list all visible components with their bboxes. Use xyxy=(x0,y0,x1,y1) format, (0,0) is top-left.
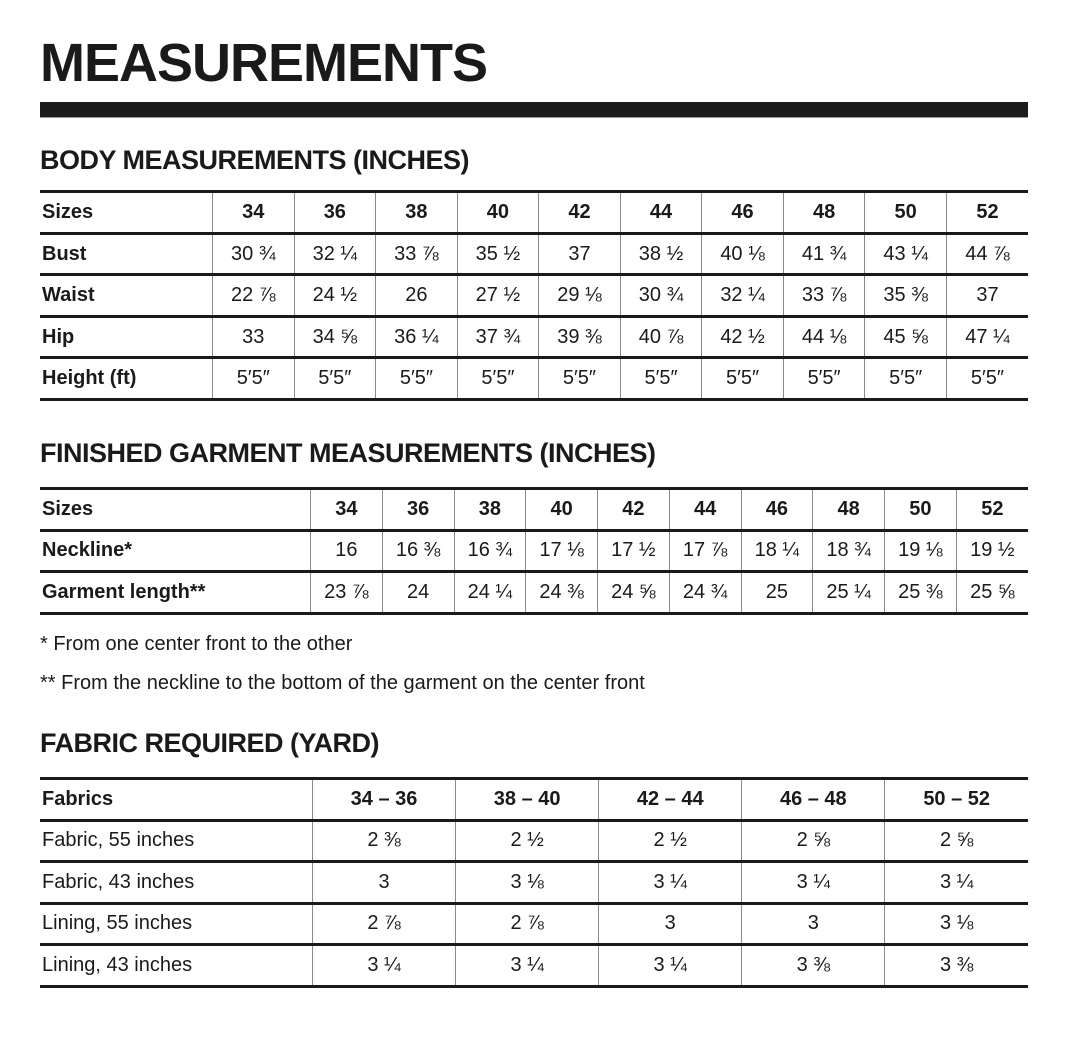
table-row xyxy=(40,903,1028,945)
column-header: 42 xyxy=(598,489,670,531)
cell-value: 5′5″ xyxy=(457,358,539,400)
cell-value: 26 xyxy=(376,275,458,317)
cell-value: 22 ⅞ xyxy=(213,275,295,317)
table-row xyxy=(40,530,1028,572)
cell-value: 35 ⅜ xyxy=(865,275,947,317)
header-label: Sizes xyxy=(42,201,94,224)
cell-value: 5′5″ xyxy=(783,358,865,400)
column-header: 52 xyxy=(956,489,1028,531)
cell-value: 32 ¼ xyxy=(294,233,376,275)
cell-value: 37 xyxy=(539,233,621,275)
cell-value: 16 ⅜ xyxy=(382,530,454,572)
column-header: 46 xyxy=(741,489,813,531)
cell-value: 32 ¼ xyxy=(702,275,784,317)
cell-value: 24 ⅝ xyxy=(598,572,670,614)
cell-value: 3 ¼ xyxy=(313,945,456,987)
measurements-page xyxy=(0,33,1068,988)
cell-value: 5′5″ xyxy=(376,358,458,400)
cell-value: 25 ⅜ xyxy=(885,572,957,614)
cell-value: 45 ⅝ xyxy=(865,316,947,358)
header-label: Sizes xyxy=(42,497,94,520)
row-label: Neckline* xyxy=(42,539,133,562)
cell-value: 19 ½ xyxy=(956,530,1028,572)
column-header: 40 xyxy=(526,489,598,531)
column-header: 44 xyxy=(669,489,741,531)
row-label: Fabric, 55 inches xyxy=(42,829,195,852)
fabric-required-table xyxy=(40,777,1028,988)
column-header: 46 – 48 xyxy=(742,779,885,821)
cell-value: 40 ⅞ xyxy=(620,316,702,358)
column-header: 34 xyxy=(213,192,295,234)
table-row xyxy=(40,820,1028,862)
cell-value: 43 ¼ xyxy=(865,233,947,275)
column-header: 36 xyxy=(382,489,454,531)
column-header: 48 xyxy=(783,192,865,234)
row-label: Lining, 43 inches xyxy=(42,953,193,976)
cell-value: 5′5″ xyxy=(865,358,947,400)
column-header: 46 xyxy=(702,192,784,234)
header-label: Fabrics xyxy=(42,787,114,810)
cell-value: 44 ⅞ xyxy=(946,233,1028,275)
cell-value: 37 ¾ xyxy=(457,316,539,358)
cell-value: 47 ¼ xyxy=(946,316,1028,358)
cell-value: 23 ⅞ xyxy=(311,572,383,614)
cell-value: 5′5″ xyxy=(620,358,702,400)
fabric-required-heading: FABRIC REQUIRED (YARD) xyxy=(40,727,380,758)
cell-value: 2 ½ xyxy=(456,820,599,862)
cell-value: 34 ⅝ xyxy=(294,316,376,358)
cell-value: 24 ½ xyxy=(294,275,376,317)
cell-value: 5′5″ xyxy=(294,358,376,400)
finished-garment-table xyxy=(40,487,1028,615)
table-row xyxy=(40,572,1028,614)
page-title: MEASUREMENTS xyxy=(40,33,488,93)
cell-value: 24 ¼ xyxy=(454,572,526,614)
header-row xyxy=(40,489,1028,531)
cell-value: 5′5″ xyxy=(539,358,621,400)
cell-value: 27 ½ xyxy=(457,275,539,317)
cell-value: 30 ¾ xyxy=(620,275,702,317)
column-header: 38 – 40 xyxy=(456,779,599,821)
table-row xyxy=(40,945,1028,987)
cell-value: 16 ¾ xyxy=(454,530,526,572)
column-header: 38 xyxy=(454,489,526,531)
cell-value: 44 ⅛ xyxy=(783,316,865,358)
cell-value: 18 ¼ xyxy=(741,530,813,572)
column-header: 48 xyxy=(813,489,885,531)
table-row xyxy=(40,275,1028,317)
column-header: 34 – 36 xyxy=(313,779,456,821)
row-label: Bust xyxy=(42,242,87,265)
cell-value: 24 ¾ xyxy=(669,572,741,614)
cell-value: 35 ½ xyxy=(457,233,539,275)
column-header: 50 xyxy=(885,489,957,531)
column-header: 50 xyxy=(865,192,947,234)
cell-value: 3 ¼ xyxy=(742,862,885,904)
cell-value: 2 ⅞ xyxy=(313,903,456,945)
header-row xyxy=(40,779,1028,821)
cell-value: 42 ½ xyxy=(702,316,784,358)
cell-value: 3 xyxy=(742,903,885,945)
footnote-neckline: * From one center front to the other xyxy=(40,632,353,655)
cell-value: 2 ⅝ xyxy=(742,820,885,862)
cell-value: 38 ½ xyxy=(620,233,702,275)
cell-value: 5′5″ xyxy=(213,358,295,400)
cell-value: 19 ⅛ xyxy=(885,530,957,572)
row-label: Fabric, 43 inches xyxy=(42,870,195,893)
cell-value: 3 ⅛ xyxy=(885,903,1028,945)
column-header: 38 xyxy=(376,192,458,234)
column-header: 34 xyxy=(311,489,383,531)
cell-value: 16 xyxy=(311,530,383,572)
row-label: Garment length** xyxy=(42,580,206,603)
footnote-garment-length: ** From the neckline to the bottom of the garment on the center front xyxy=(40,671,645,694)
cell-value: 41 ¾ xyxy=(783,233,865,275)
cell-value: 18 ¾ xyxy=(813,530,885,572)
cell-value: 2 ⅜ xyxy=(313,820,456,862)
cell-value: 25 ¼ xyxy=(813,572,885,614)
cell-value: 3 xyxy=(313,862,456,904)
column-header: 42 xyxy=(539,192,621,234)
cell-value: 5′5″ xyxy=(702,358,784,400)
cell-value: 3 ⅛ xyxy=(456,862,599,904)
cell-value: 2 ½ xyxy=(599,820,742,862)
table-row xyxy=(40,233,1028,275)
cell-value: 3 ¼ xyxy=(885,862,1028,904)
table-row xyxy=(40,358,1028,400)
finished-garment-heading: FINISHED GARMENT MEASUREMENTS (INCHES) xyxy=(40,437,656,468)
cell-value: 40 ⅛ xyxy=(702,233,784,275)
body-measurements-table xyxy=(40,190,1028,401)
cell-value: 3 ⅜ xyxy=(742,945,885,987)
cell-value: 33 xyxy=(213,316,295,358)
column-header: 42 – 44 xyxy=(599,779,742,821)
row-label: Waist xyxy=(42,284,95,307)
row-label: Lining, 55 inches xyxy=(42,912,193,935)
cell-value: 5′5″ xyxy=(946,358,1028,400)
cell-value: 3 xyxy=(599,903,742,945)
cell-value: 3 ¼ xyxy=(599,862,742,904)
header-row xyxy=(40,192,1028,234)
row-label: Hip xyxy=(42,325,75,348)
cell-value: 17 ⅞ xyxy=(669,530,741,572)
cell-value: 24 ⅜ xyxy=(526,572,598,614)
table-row xyxy=(40,862,1028,904)
cell-value: 3 ¼ xyxy=(599,945,742,987)
body-measurements-heading: BODY MEASUREMENTS (INCHES) xyxy=(40,145,470,175)
cell-value: 33 ⅞ xyxy=(783,275,865,317)
cell-value: 2 ⅞ xyxy=(456,903,599,945)
cell-value: 25 ⅝ xyxy=(956,572,1028,614)
cell-value: 24 xyxy=(382,572,454,614)
cell-value: 39 ⅜ xyxy=(539,316,621,358)
cell-value: 30 ¾ xyxy=(213,233,295,275)
cell-value: 17 ½ xyxy=(598,530,670,572)
cell-value: 37 xyxy=(946,275,1028,317)
cell-value: 3 ¼ xyxy=(456,945,599,987)
column-header: 50 – 52 xyxy=(885,779,1028,821)
column-header: 40 xyxy=(457,192,539,234)
cell-value: 2 ⅝ xyxy=(885,820,1028,862)
column-header: 44 xyxy=(620,192,702,234)
title-divider-bar xyxy=(40,102,1028,118)
cell-value: 3 ⅜ xyxy=(885,945,1028,987)
cell-value: 36 ¼ xyxy=(376,316,458,358)
cell-value: 33 ⅞ xyxy=(376,233,458,275)
table-row xyxy=(40,316,1028,358)
column-header: 36 xyxy=(294,192,376,234)
cell-value: 29 ⅛ xyxy=(539,275,621,317)
column-header: 52 xyxy=(946,192,1028,234)
cell-value: 25 xyxy=(741,572,813,614)
cell-value: 17 ⅛ xyxy=(526,530,598,572)
row-label: Height (ft) xyxy=(42,367,137,390)
